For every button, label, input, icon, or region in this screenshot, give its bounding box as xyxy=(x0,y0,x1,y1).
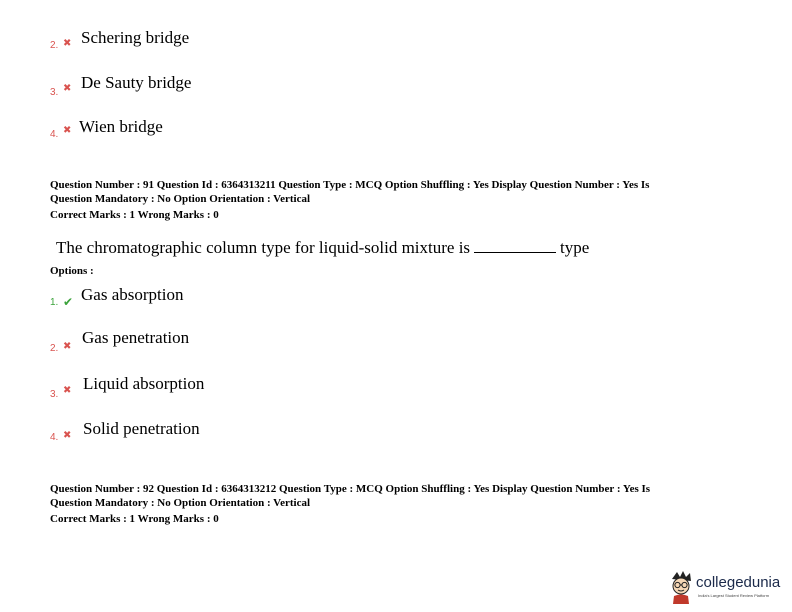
option-text: Solid penetration xyxy=(83,419,200,438)
option-number: 4. xyxy=(50,432,59,443)
marks-line: Correct Marks : 1 Wrong Marks : 0 xyxy=(50,513,219,525)
brand-tagline: India's Largest Student Review Platform xyxy=(698,593,770,598)
option-text: Schering bridge xyxy=(81,28,190,47)
option-number: 3. xyxy=(50,389,59,400)
option-number: 4. xyxy=(50,129,59,140)
meta-line-1: Question Number : 92 Question Id : 6364313212 Question Type : MCQ Option Shuffling : Yes Display Question Number : Yes Is xyxy=(50,483,651,495)
option-number: 2. xyxy=(50,40,59,51)
wrong-mark-icon: ✖ xyxy=(63,385,72,396)
question-91-meta xyxy=(50,178,750,222)
wrong-mark-icon: ✖ xyxy=(63,83,72,94)
prev-option-3 xyxy=(0,73,400,103)
q91-option-3 xyxy=(0,374,400,404)
question-text-before: The chromatographic column type for liquid-solid mixture is xyxy=(56,238,471,257)
q91-option-2 xyxy=(0,328,400,358)
option-text: Gas penetration xyxy=(82,328,190,347)
meta-line-2: Question Mandatory : No Option Orientation : Vertical xyxy=(50,193,311,205)
check-mark-icon: ✔ xyxy=(63,295,74,309)
q91-option-1 xyxy=(0,285,400,315)
meta-line-1: Question Number : 91 Question Id : 6364313211 Question Type : MCQ Option Shuffling : Yes Display Question Number : Yes Is xyxy=(50,179,650,191)
answer-blank xyxy=(474,238,556,253)
wrong-mark-icon: ✖ xyxy=(63,341,72,352)
question-92-meta xyxy=(50,482,750,526)
question-91-text xyxy=(56,238,589,258)
collegedunia-logo xyxy=(668,570,786,606)
brand-name: collegedunia xyxy=(696,574,781,591)
wrong-mark-icon: ✖ xyxy=(63,430,72,441)
q91-option-4 xyxy=(0,419,400,449)
prev-option-2 xyxy=(0,28,400,58)
wrong-mark-icon: ✖ xyxy=(63,38,72,49)
meta-line-2: Question Mandatory : No Option Orientation : Vertical xyxy=(50,497,311,509)
wrong-mark-icon: ✖ xyxy=(63,125,72,136)
question-text-after: type xyxy=(560,238,590,257)
option-text: De Sauty bridge xyxy=(81,73,192,92)
option-number: 3. xyxy=(50,87,59,98)
option-number: 1. xyxy=(50,297,59,308)
mascot-icon xyxy=(668,570,694,604)
marks-line: Correct Marks : 1 Wrong Marks : 0 xyxy=(50,209,219,221)
option-text: Liquid absorption xyxy=(83,374,205,393)
option-text: Gas absorption xyxy=(81,285,184,304)
option-text: Wien bridge xyxy=(79,117,163,136)
options-label: Options : xyxy=(50,265,94,277)
option-number: 2. xyxy=(50,343,59,354)
prev-option-4 xyxy=(0,117,400,147)
